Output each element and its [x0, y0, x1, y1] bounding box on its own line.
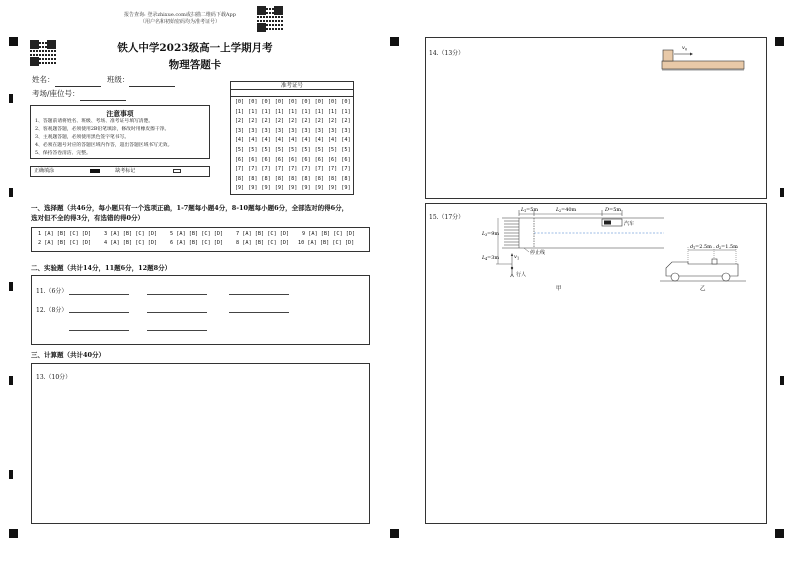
d2-label: d	[716, 244, 720, 250]
exam-id-column[interactable]	[234, 98, 245, 194]
exam-id-column[interactable]	[314, 98, 325, 194]
exam-id-digit[interactable]: [2]	[341, 118, 351, 125]
exam-id-digit[interactable]: [4]	[301, 137, 311, 144]
q13-answer-area[interactable]	[31, 363, 370, 524]
side-mark	[780, 188, 784, 197]
L3-label: L	[482, 231, 486, 237]
exam-id-digit[interactable]: [8]	[288, 175, 298, 182]
svg-text:1: 1	[693, 246, 696, 250]
exam-id-digit[interactable]: [9]	[261, 185, 271, 192]
correct-fill-label: 正确填涂	[34, 168, 55, 174]
exam-id-digit[interactable]: [4]	[248, 137, 258, 144]
choice-q1[interactable]: 1 [A] [B] [C] [D]	[38, 231, 92, 237]
svg-text:=1.5m: =1.5m	[721, 244, 738, 250]
svg-text:=40m: =40m	[561, 207, 577, 213]
side-mark	[9, 376, 13, 385]
q14-label: 14.（13分）	[429, 50, 465, 57]
exam-id-digit[interactable]: [8]	[341, 175, 351, 182]
choice-q10[interactable]: 10 [A] [B] [C] [D]	[298, 240, 355, 246]
exam-id-digit[interactable]: [5]	[248, 146, 258, 153]
choice-q4[interactable]: 4 [A] [B] [C] [D]	[104, 240, 158, 246]
car-icon	[602, 219, 622, 226]
exam-id-digit[interactable]: [8]	[248, 175, 258, 182]
q14-answer-area[interactable]	[425, 37, 767, 199]
note-item: 4、必须在题号对应的答题区域内作答，超出答题区域书写无效。	[35, 143, 173, 148]
q11-blank-1[interactable]	[69, 294, 129, 295]
q12-blank-3[interactable]	[229, 312, 289, 313]
exam-id-digit[interactable]: [6]	[327, 156, 338, 163]
exam-id-digit[interactable]: [1]	[234, 108, 245, 115]
exam-id-digit[interactable]: [8]	[301, 175, 311, 182]
exam-id-digit[interactable]: [1]	[261, 108, 271, 115]
svg-text:1: 1	[524, 209, 527, 213]
exam-id-digit[interactable]: [0]	[301, 99, 311, 105]
exam-id-digit[interactable]: [5]	[327, 146, 338, 153]
exam-id-column[interactable]	[327, 98, 338, 194]
exam-id-digit[interactable]: [5]	[274, 146, 285, 153]
exam-id-digit[interactable]: [8]	[234, 175, 245, 182]
note-item: 2、客观题答题，必须使用2B铅笔填涂，修改时用橡皮擦干净。	[35, 127, 170, 132]
exam-id-digit[interactable]: [2]	[327, 118, 338, 125]
absent-mark-box[interactable]	[173, 169, 181, 173]
corner-mark	[775, 37, 784, 46]
exam-id-digit[interactable]: [5]	[301, 146, 311, 153]
exam-id-label: 准考证号	[231, 82, 353, 90]
report-notice	[110, 12, 250, 26]
name-label: 姓名：	[32, 75, 55, 84]
exam-id-digit[interactable]: [3]	[288, 127, 298, 134]
exam-id-digit[interactable]: [3]	[234, 127, 245, 134]
exam-id-digit[interactable]: [2]	[301, 118, 311, 125]
exam-id-digit[interactable]: [6]	[234, 156, 245, 163]
note-item: 1、答题前请将姓名、班级、考场、准考证号填写清楚。	[35, 119, 154, 124]
choice-q5[interactable]: 5 [A] [B] [C] [D]	[170, 231, 224, 237]
section-3-title: 三、计算题（共计40分）	[31, 351, 106, 359]
choice-q3[interactable]: 3 [A] [B] [C] [D]	[104, 231, 158, 237]
exam-id-digit[interactable]: [6]	[301, 156, 311, 163]
title-line-2: 物理答题卡	[168, 59, 222, 71]
stop-line-label: 停止线	[530, 250, 546, 256]
exam-id-digit[interactable]: [2]	[248, 118, 258, 125]
pedestrian-icon	[511, 267, 514, 277]
name-field[interactable]	[55, 80, 101, 87]
absent-label: 缺考标记	[115, 168, 136, 174]
L2-label: L	[556, 207, 560, 213]
svg-text:=3m: =3m	[487, 255, 500, 261]
side-mark	[390, 529, 399, 538]
q15-label: 15.（17分）	[429, 214, 465, 221]
exam-id-digit[interactable]: [3]	[274, 127, 285, 134]
svg-text:3: 3	[485, 233, 488, 237]
top-qr-code	[257, 6, 283, 32]
section-2-title: 二、实验题（共计14分，11题6分，12题8分）	[31, 264, 172, 272]
exam-id-digit[interactable]: [4]	[234, 137, 245, 144]
exam-id-digit[interactable]: [9]	[301, 185, 311, 192]
exam-id-column[interactable]	[247, 98, 258, 194]
exam-id-digit[interactable]: [9]	[314, 185, 324, 192]
correct-fill-sample	[90, 169, 100, 173]
exam-id-digit[interactable]: [0]	[327, 99, 338, 105]
exam-id-digit[interactable]: [6]	[341, 156, 351, 163]
plank	[662, 61, 744, 69]
exam-id-digit[interactable]: [2]	[234, 118, 245, 125]
exam-id-digit[interactable]: [6]	[261, 156, 271, 163]
exam-id-grid	[230, 81, 354, 195]
q15-figure-b	[658, 242, 748, 292]
L4-label: L	[482, 255, 486, 261]
fill-legend	[30, 166, 210, 177]
left-qr-code	[30, 40, 56, 66]
exam-id-digit[interactable]: [5]	[234, 146, 245, 153]
exam-id-digit[interactable]: [1]	[301, 108, 311, 115]
choice-q6[interactable]: 6 [A] [B] [C] [D]	[170, 240, 224, 246]
exam-id-digit[interactable]: [6]	[248, 156, 258, 163]
exam-id-digit[interactable]: [7]	[341, 166, 351, 173]
exam-id-digit[interactable]: [5]	[288, 146, 298, 153]
section-1-title: 一、选择题（共46分，每小题只有一个选项正确，1-7题每小题4分，8-10题每小题6分，全部选对的得6分， 选对但不全的得3分，有选错的得0分）	[31, 204, 349, 222]
L1-label: L	[521, 207, 525, 213]
svg-text:=2.5m: =2.5m	[695, 244, 712, 250]
choice-q2[interactable]: 2 [A] [B] [C] [D]	[38, 240, 92, 246]
exam-id-digit[interactable]: [4]	[314, 137, 324, 144]
v1-label: v	[514, 254, 517, 260]
exam-id-digit[interactable]: [2]	[314, 118, 324, 125]
exam-id-digit[interactable]: [2]	[274, 118, 285, 125]
choice-q7[interactable]: 7 [A] [B] [C] [D]	[236, 231, 290, 237]
note-item: 3、主观题答题，必须使用黑色签字笔书写。	[35, 135, 130, 140]
side-mark	[9, 282, 13, 291]
exam-id-digit[interactable]: [5]	[314, 146, 324, 153]
exam-id-digit[interactable]: [3]	[341, 127, 351, 134]
exam-id-digit[interactable]: [9]	[274, 185, 285, 192]
svg-text:=9m: =9m	[487, 231, 500, 237]
exam-id-digit[interactable]: [1]	[314, 108, 324, 115]
exam-id-digit[interactable]: [1]	[288, 108, 298, 115]
exam-id-digit[interactable]: [0]	[288, 99, 298, 105]
corner-mark	[9, 529, 18, 538]
choice-grid	[31, 227, 370, 252]
q12-blank-2[interactable]	[147, 312, 207, 313]
exam-id-column[interactable]	[274, 98, 285, 194]
q12-label: 12.（8分）	[36, 307, 68, 314]
exam-id-digit[interactable]: [7]	[314, 166, 324, 173]
exam-id-column[interactable]	[301, 98, 312, 194]
svg-text:=5m: =5m	[526, 207, 539, 213]
svg-text:1: 1	[517, 256, 520, 261]
exam-id-column[interactable]	[340, 98, 351, 194]
figure-a-caption: 甲	[556, 286, 562, 292]
exam-id-digit[interactable]: [9]	[248, 185, 258, 192]
section-2-answer-area[interactable]	[31, 275, 370, 345]
exam-id-column[interactable]	[287, 98, 298, 194]
truck-icon	[666, 259, 738, 281]
svg-text:4: 4	[485, 257, 488, 261]
D-label: D	[605, 207, 610, 213]
side-mark	[390, 37, 399, 46]
room-label: 考场/座位号：	[32, 89, 80, 98]
side-mark	[780, 376, 784, 385]
side-mark	[9, 470, 13, 479]
exam-id-digit[interactable]: [8]	[314, 175, 324, 182]
notice-line-1: 报告查询: 登录zhixue.com或扫描二维码下载App	[124, 12, 236, 18]
choice-q8[interactable]: 8 [A] [B] [C] [D]	[236, 240, 290, 246]
exam-id-digit[interactable]: [0]	[248, 99, 258, 105]
class-label: 班级：	[106, 75, 130, 84]
exam-id-digit[interactable]: [6]	[288, 156, 298, 163]
exam-id-digit[interactable]: [4]	[261, 137, 271, 144]
q12-blank-1[interactable]	[69, 312, 129, 313]
exam-id-digit[interactable]: [8]	[274, 175, 285, 182]
d1-label: d	[690, 244, 694, 250]
q11-blank-3[interactable]	[229, 294, 289, 295]
exam-id-digit[interactable]: [0]	[261, 99, 271, 105]
student-info	[32, 73, 175, 101]
side-mark	[9, 94, 13, 103]
exam-id-digit[interactable]: [9]	[341, 185, 351, 192]
q12-blank-4[interactable]	[69, 330, 129, 331]
exam-id-digit[interactable]: [7]	[327, 166, 338, 173]
exam-id-digit[interactable]: [9]	[234, 185, 245, 192]
exam-id-digit[interactable]: [0]	[234, 99, 245, 105]
exam-id-digit[interactable]: [4]	[288, 137, 298, 144]
v0-sub: 0	[685, 47, 688, 52]
exam-id-digit[interactable]: [7]	[288, 166, 298, 173]
exam-id-digit[interactable]: [5]	[261, 146, 271, 153]
corner-mark	[9, 37, 18, 46]
exam-id-digit[interactable]: [1]	[327, 108, 338, 115]
pedestrian-label: 行人	[516, 272, 527, 278]
crosswalk	[504, 221, 519, 245]
note-item: 5、保持答卷清洁、完整。	[35, 151, 91, 156]
title-line-1: 铁人中学2023级高一上学期月考	[117, 42, 273, 54]
exam-id-digit[interactable]: [0]	[314, 99, 324, 105]
svg-text:2: 2	[559, 209, 562, 213]
exam-id-digit[interactable]: [9]	[288, 185, 298, 192]
exam-title	[110, 40, 280, 72]
exam-id-digit[interactable]: [5]	[341, 146, 351, 153]
exam-id-digit[interactable]: [1]	[274, 108, 285, 115]
exam-id-digit[interactable]: [4]	[341, 137, 351, 144]
exam-id-digit[interactable]: [1]	[341, 108, 351, 115]
exam-id-digit[interactable]: [4]	[327, 137, 338, 144]
exam-id-digit[interactable]: [6]	[274, 156, 285, 163]
car-label: 汽车	[624, 221, 635, 227]
exam-id-digit[interactable]: [2]	[261, 118, 271, 125]
exam-id-digit[interactable]: [3]	[327, 127, 338, 134]
exam-id-column[interactable]	[261, 98, 272, 194]
q13-label: 13.（10分）	[36, 374, 72, 381]
svg-text:2: 2	[719, 246, 722, 250]
choice-q9[interactable]: 9 [A] [B] [C] [D]	[302, 231, 356, 237]
exam-id-digit[interactable]: [3]	[314, 127, 324, 134]
exam-id-digit[interactable]: [7]	[234, 166, 245, 173]
q15-figure-a	[474, 204, 674, 292]
q14-diagram	[656, 40, 746, 74]
block	[663, 50, 673, 61]
v0-label: v	[682, 45, 685, 51]
exam-id-digit[interactable]: [7]	[274, 166, 285, 173]
velocity-arrow-icon	[674, 53, 693, 56]
exam-id-digit[interactable]: [7]	[301, 166, 311, 173]
q12-blank-5[interactable]	[147, 330, 207, 331]
q11-label: 11.（6分）	[36, 288, 68, 295]
side-mark	[9, 188, 13, 197]
exam-id-digit[interactable]: [6]	[314, 156, 324, 163]
exam-id-digit[interactable]: [2]	[288, 118, 298, 125]
exam-id-digit[interactable]: [3]	[261, 127, 271, 134]
exam-id-digit[interactable]: [9]	[327, 185, 338, 192]
class-field[interactable]	[129, 80, 175, 87]
exam-id-digit[interactable]: [0]	[341, 99, 351, 105]
exam-id-digit[interactable]: [7]	[261, 166, 271, 173]
exam-id-digit[interactable]: [8]	[261, 175, 271, 182]
exam-id-digit[interactable]: [8]	[327, 175, 338, 182]
exam-id-digit[interactable]: [3]	[301, 127, 311, 134]
exam-id-digit[interactable]: [0]	[274, 99, 285, 105]
room-field[interactable]	[80, 94, 126, 101]
figure-b-caption: 乙	[700, 286, 706, 292]
exam-id-digit[interactable]: [1]	[248, 108, 258, 115]
corner-mark	[775, 529, 784, 538]
notes-title: 注意事项	[106, 110, 134, 118]
exam-id-digit[interactable]: [3]	[248, 127, 258, 134]
notice-line-2: （用户名和初始密码均为准考证号）	[139, 19, 220, 25]
notes-box	[30, 105, 210, 159]
svg-text:=5m: =5m	[609, 207, 622, 213]
q11-blank-2[interactable]	[147, 294, 207, 295]
exam-id-digit[interactable]: [4]	[274, 137, 285, 144]
exam-id-digit[interactable]: [7]	[248, 166, 258, 173]
q15-answer-area[interactable]	[425, 203, 767, 524]
